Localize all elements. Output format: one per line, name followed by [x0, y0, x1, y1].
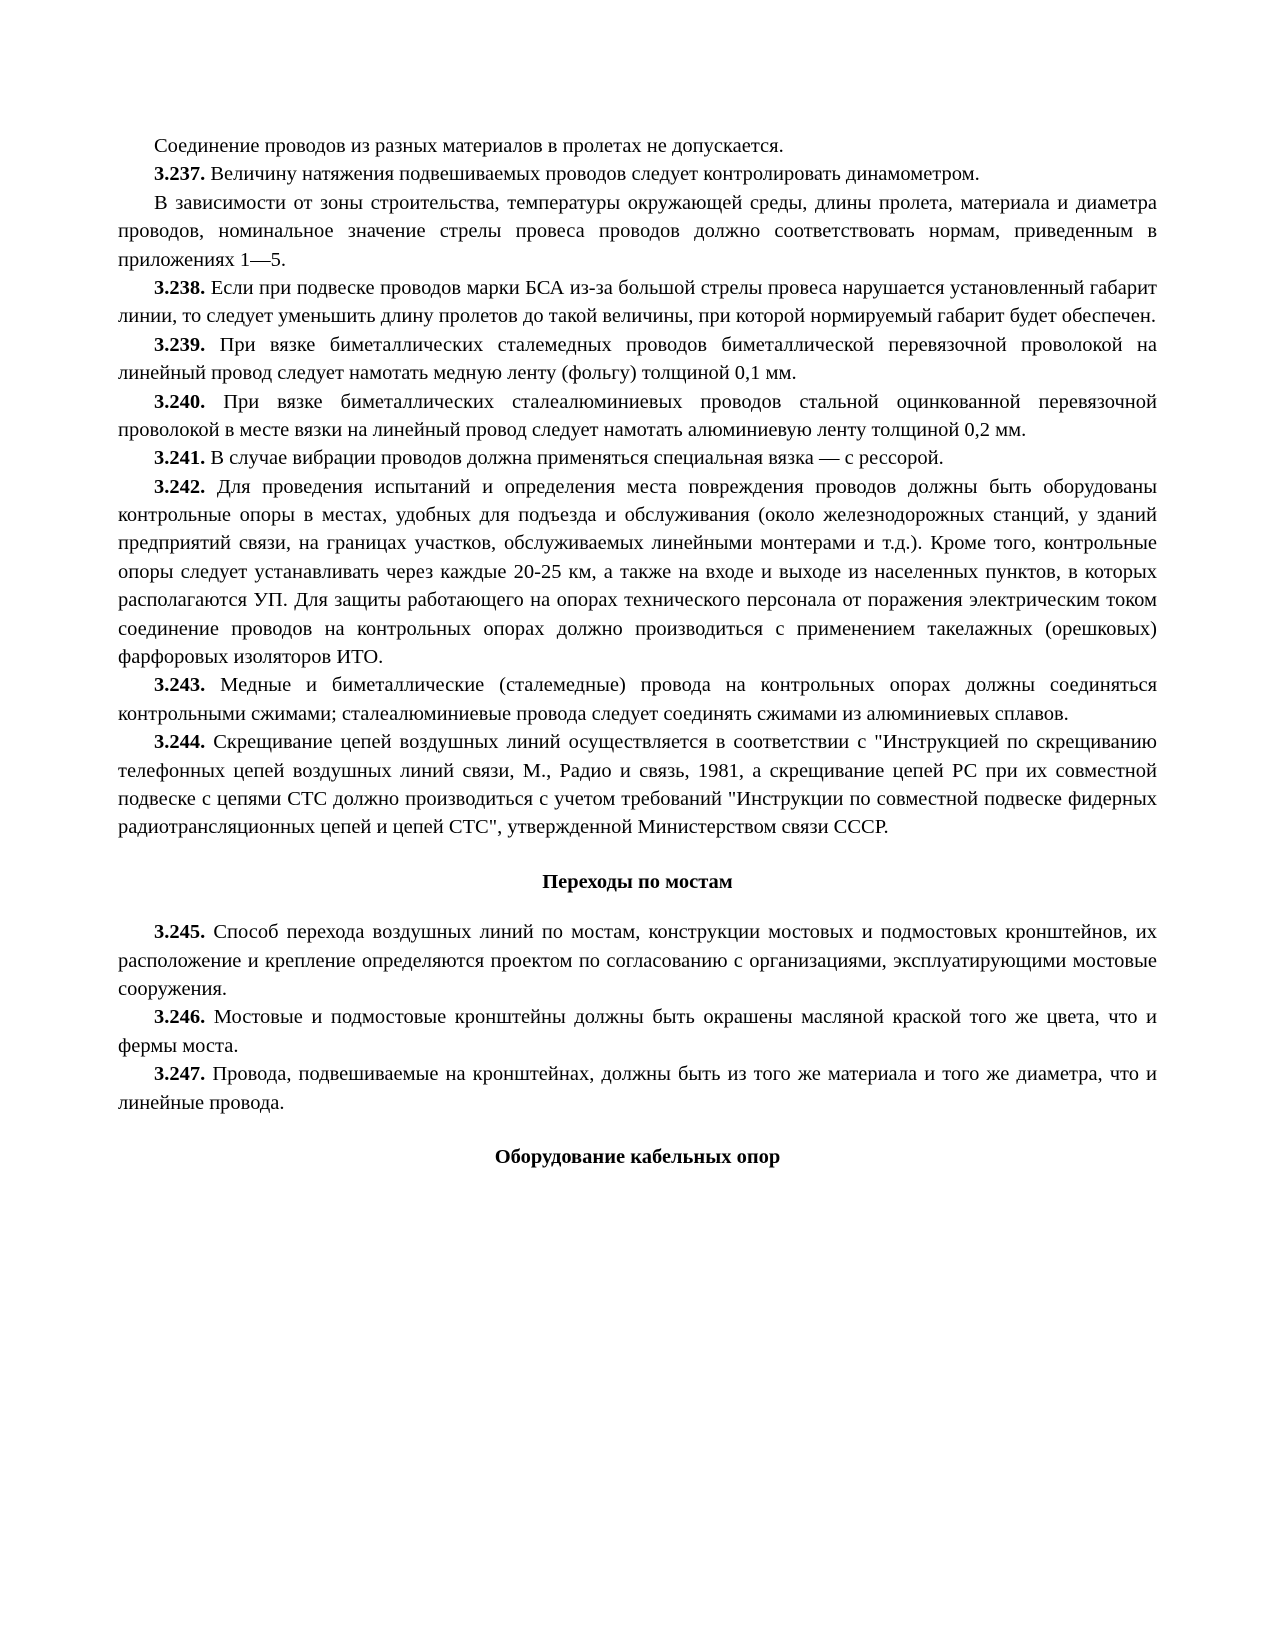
paragraph-3-244: [118, 728, 1157, 842]
paragraph-3-247: [118, 1060, 1157, 1117]
section-heading-cable-poles: Оборудование кабельных опор: [494, 1145, 781, 1168]
spacer: [118, 1117, 1157, 1143]
clause-number: 3.243.: [154, 674, 206, 697]
paragraph-text: Величину натяжения подвешиваемых проводов следует контролировать динамометром.: [210, 163, 980, 186]
paragraph-text: Мостовые и подмостовые кронштейны должны быть окрашены масляной краской того же цвета, что и фермы моста.: [118, 1006, 1157, 1057]
paragraph-3-246: [118, 1003, 1157, 1060]
paragraph-text: Если при подвеске проводов марки БСА из-за большой стрелы провеса нарушается установленный габарит линии, то следует уменьшить длину пролетов до такой величины, при которой нормируемый габарит будет обеспечен.: [118, 276, 1157, 328]
document-body: [118, 132, 1157, 1171]
paragraph-3-243: [118, 671, 1157, 728]
paragraph-text: При вязке биметаллических сталемедных проводов биметаллической перевязочной проволокой на линейный провод следует намотать медную ленту (фольгу) толщиной 0,1 мм.: [118, 333, 1158, 385]
paragraph-3-241: [118, 444, 1157, 472]
clause-number: 3.237.: [154, 163, 206, 186]
paragraph-text: Медные и биметаллические (сталемедные) провода на контрольных опорах должны соединяться контрольными сжимами; сталеалюминиевые провода следует соединять сжимами из алюминиевых сплавов.: [118, 674, 1158, 725]
paragraph-text: При вязке биметаллических сталеалюминиевых проводов стальной оцинкованной перевязочной проволокой в месте вязки на линейный провод следует намотать алюминиевую ленту толщиной 0,2 мм.: [118, 390, 1158, 441]
spacer: [118, 896, 1157, 918]
paragraph-3-237-cont: [118, 189, 1157, 274]
clause-number: 3.242.: [154, 475, 206, 498]
paragraph-3-239: [118, 331, 1157, 388]
paragraph-intro: [118, 132, 1157, 160]
paragraph-3-238: [118, 274, 1157, 331]
clause-number: 3.238.: [154, 276, 206, 299]
clause-number: 3.245.: [154, 921, 206, 944]
clause-number: 3.239.: [154, 333, 206, 356]
paragraph-3-240: [118, 388, 1157, 445]
paragraph-3-245: [118, 918, 1157, 1003]
section-heading-bridges: Переходы по мостам: [542, 870, 733, 893]
clause-number: 3.240.: [154, 390, 206, 413]
paragraph-text: В зависимости от зоны строительства, температуры окружающей среды, длины пролета, материала и диаметра проводов, номинальное значение стрелы провеса проводов должно соответствовать нормам, приведенным в приложениях 1—5.: [118, 191, 1157, 271]
paragraph-3-242: [118, 473, 1157, 672]
paragraph-text: Скрещивание цепей воздушных линий осуществляется в соответствии с "Инструкцией по скрещиванию телефонных цепей воздушных линий связи, М., Радио и связь, 1981, а скрещивание цепей РС при их совместной подвеске с цепями СТС должно производиться с учетом требований "Инструкции по совместной подвеске фидерных радиотрансляционных цепей и цепей СТС", утвержденной Министерством связи СССР.: [118, 731, 1157, 839]
paragraph-text: Соединение проводов из разных материалов в пролетах не допускается.: [154, 135, 784, 157]
paragraph-text: Способ перехода воздушных линий по мостам, конструкции мостовых и подмостовых кронштейнов, их расположение и крепление определяются проектом по согласованию с организациями, эксплуатирующими мостовые сооружения.: [118, 921, 1158, 1000]
clause-number: 3.247.: [154, 1063, 206, 1086]
paragraph-text: Для проведения испытаний и определения места повреждения проводов должны быть оборудованы контрольные опоры в местах, удобных для подъезда и обслуживания (около железнодорожных станций, у зданий предприятий связи, на границах участков, обслуживаемых линейными монтерами и т.д.). Кроме того, контрольные опоры следует устанавливать через каждые 20-25 км, а также на входе и выходе из населенных пунктов, в которых располагаются УП. Для защиты работающего на опорах технического персонала от поражения электрическим током соединение проводов на контрольных опорах должно производиться с применением такелажных (орешковых) фарфоровых изоляторов ИТО.: [118, 475, 1158, 669]
clause-number: 3.246.: [154, 1006, 206, 1029]
spacer: [118, 842, 1157, 868]
paragraph-3-237: [118, 160, 1157, 188]
paragraph-text: Провода, подвешиваемые на кронштейнах, должны быть из того же материала и того же диаметра, что и линейные провода.: [118, 1063, 1158, 1114]
clause-number: 3.241.: [154, 447, 206, 470]
clause-number: 3.244.: [154, 731, 206, 754]
paragraph-text: В случае вибрации проводов должна применяться специальная вязка — с рессорой.: [210, 447, 944, 470]
